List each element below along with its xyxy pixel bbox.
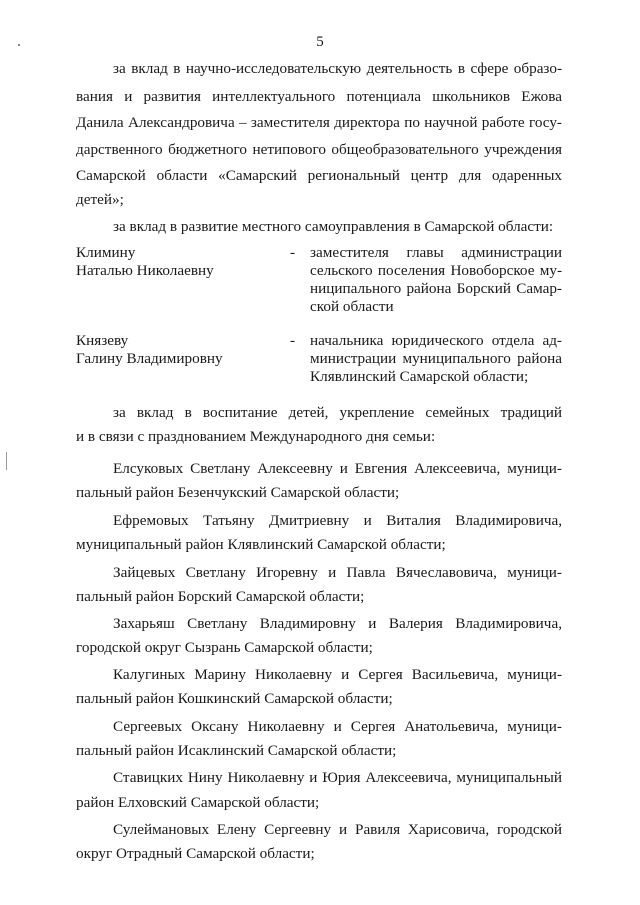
family-line: пальный район Исаклинский Самарской области; — [76, 742, 397, 759]
paragraph-line: вания и развития интеллектуального потенциала школьников Ежова — [76, 88, 562, 105]
awardee-position-line: ской области — [310, 298, 394, 315]
page-number: 5 — [316, 34, 324, 50]
paragraph-line: Самарской области «Самарский региональный центр для одаренных — [76, 167, 562, 184]
family-line: район Елховский Самарской области; — [76, 794, 320, 811]
section-heading: за вклад в воспитание детей, укрепление семейных традиций — [113, 404, 562, 421]
awardee-surname: Климину — [76, 244, 136, 261]
entry-dash: - — [290, 332, 296, 349]
awardee-position-line: сельского поселения Новоборское му- — [310, 262, 562, 279]
paragraph-line: детей»; — [76, 191, 124, 208]
awardee-position-line: ниципального района Борский Самар- — [310, 280, 562, 297]
family-line: Сулеймановых Елену Сергеевну и Равиля Харисовича, городской — [113, 821, 562, 838]
family-line: городской округ Сызрань Самарской области; — [76, 639, 373, 656]
family-line: округ Отрадный Самарской области; — [76, 845, 315, 862]
family-line: пальный район Борский Самарской области; — [76, 588, 365, 605]
family-line: пальный район Безенчукский Самарской области; — [76, 484, 400, 501]
family-line: Калугиных Марину Николаевну и Сергея Васильевича, муници- — [113, 666, 562, 683]
family-line: пальный район Кошкинский Самарской области; — [76, 690, 393, 707]
awardee-given-name: Наталью Николаевну — [76, 262, 214, 279]
family-line: муниципальный район Клявлинский Самарской области; — [76, 536, 446, 553]
family-line: Захарьяш Светлану Владимировну и Валерия Владимировича, — [113, 615, 562, 632]
family-line: Ставицких Нину Николаевну и Юрия Алексеевича, муниципальный — [113, 769, 562, 786]
awardee-given-name: Галину Владимировну — [76, 350, 223, 367]
scan-margin-mark — [6, 452, 7, 470]
entry-dash: - — [290, 244, 296, 261]
section-heading: за вклад в развитие местного самоуправления в Самарской области: — [113, 218, 554, 235]
family-line: Елсуковых Светлану Алексеевну и Евгения Алексеевича, муници- — [113, 460, 562, 477]
awardee-position-line: Клявлинский Самарской области; — [310, 368, 529, 385]
paragraph-line: дарственного бюджетного нетипового общеобразовательного учреждения — [76, 141, 562, 158]
family-line: Зайцевых Светлану Игоревну и Павла Вячеславовича, муници- — [113, 564, 562, 581]
awardee-surname: Князеву — [76, 332, 129, 349]
family-line: Ефремовых Татьяну Дмитриевну и Виталия Владимировича, — [113, 512, 562, 529]
paragraph-line: за вклад в научно-исследовательскую деятельность в сфере образо- — [113, 60, 562, 77]
awardee-position-line: заместителя главы администрации — [310, 244, 562, 261]
awardee-position-line: начальника юридического отдела ад- — [310, 332, 562, 349]
section-heading: и в связи с празднованием Международного дня семьи: — [76, 428, 436, 445]
paragraph-line: Данила Александровича – заместителя директора по научной работе госу- — [76, 114, 562, 131]
family-line: Сергеевых Оксану Николаевну и Сергея Анатольевича, муници- — [113, 718, 562, 735]
awardee-position-line: министрации муниципального района — [310, 350, 562, 367]
